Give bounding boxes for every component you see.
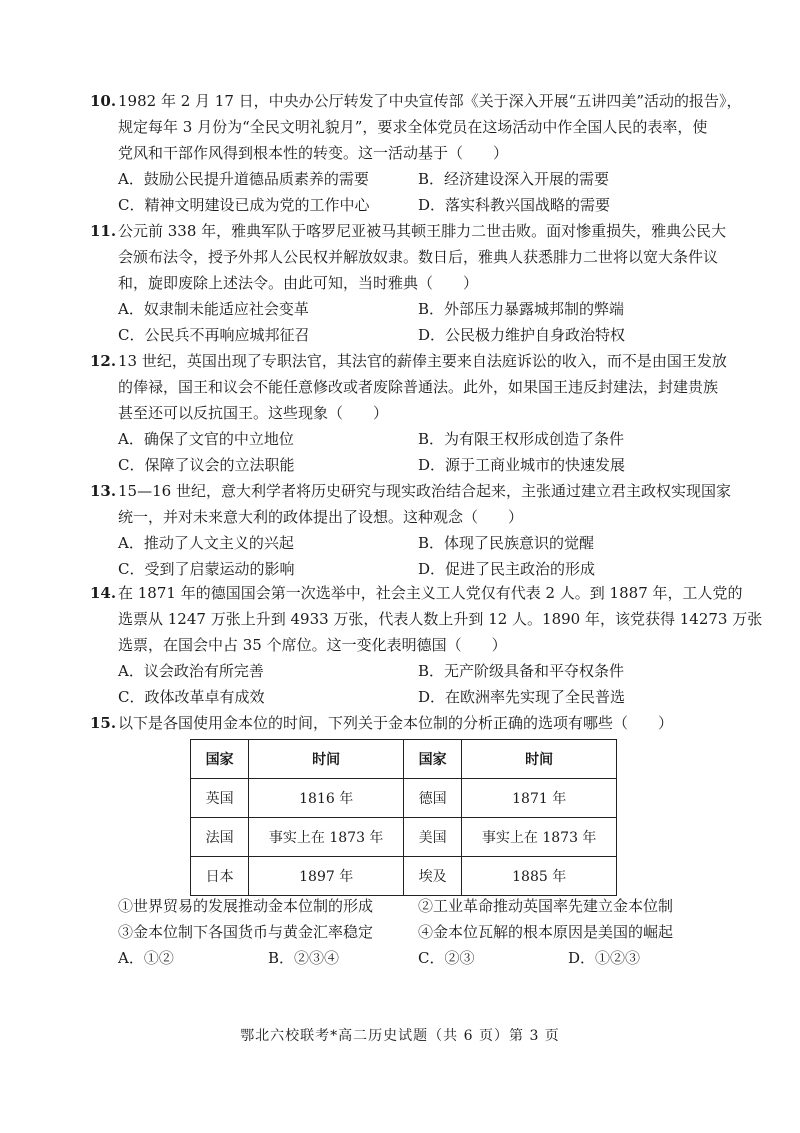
question-text: 1982 年 2 月 17 日，中央办公厅转发了中央宣传部《关于深入开展“五讲四美”活动的报告》， <box>118 92 742 110</box>
table-cell: 德国 <box>403 779 461 818</box>
option-b[interactable]: B．为有限王权形成创造了条件 <box>418 430 625 448</box>
table-cell: 埃及 <box>403 857 461 896</box>
option-a[interactable]: A．①② <box>118 949 174 967</box>
table-cell: 1897 年 <box>249 857 404 896</box>
question-text: 公元前 338 年，雅典军队于喀罗尼亚被马其顿王腓力二世击败。面对惨重损失，雅典公民大 <box>118 222 727 240</box>
question-text: 选票从 1247 万张上升到 4933 万张，代表人数上升到 12 人。1890 年，该党获得 14273 万张 <box>118 610 763 628</box>
question-number: 13. <box>90 482 117 500</box>
question-11 <box>90 218 730 348</box>
question-text: 甚至还可以反抗国王。这些现象（ ） <box>118 404 389 422</box>
question-13 <box>90 478 730 582</box>
page-footer: 鄂北六校联考*高二历史试题（共 6 页）第 3 页 <box>240 1028 560 1044</box>
question-number: 11. <box>90 222 117 240</box>
option-a[interactable]: A．奴隶制未能适应社会变革 <box>118 300 309 318</box>
question-text: 以下是各国使用金本位的时间，下列关于金本位制的分析正确的选项有哪些（ ） <box>118 714 674 732</box>
question-text: 选票，在国会中占 35 个席位。这一变化表明德国（ ） <box>118 636 507 654</box>
question-10 <box>90 88 742 218</box>
option-d[interactable]: D．在欧洲率先实现了全民普选 <box>418 688 626 706</box>
question-text: 和，旋即废除上述法令。由此可知，当时雅典（ ） <box>118 274 479 292</box>
option-d[interactable]: D．落实科教兴国战略的需要 <box>418 196 611 214</box>
table-header: 时间 <box>462 740 617 779</box>
table-header-row <box>191 740 617 779</box>
question-text: 13 世纪，英国出现了专职法官，其法官的薪俸主要来自法庭诉讼的收入，而不是由国王发放 <box>118 352 727 370</box>
table-cell: 法国 <box>191 818 249 857</box>
table-cell: 事实上在 1873 年 <box>462 818 617 857</box>
table-row <box>191 779 617 818</box>
table-cell: 1871 年 <box>462 779 617 818</box>
option-a[interactable]: A．确保了文官的中立地位 <box>118 430 294 448</box>
question-12 <box>90 348 730 478</box>
table-row <box>191 818 617 857</box>
option-a[interactable]: A．议会政治有所完善 <box>118 662 264 680</box>
option-b[interactable]: B．经济建设深入开展的需要 <box>418 170 610 188</box>
question-number: 14. <box>90 584 117 602</box>
option-c[interactable]: C．精神文明建设已成为党的工作中心 <box>118 196 370 214</box>
option-b[interactable]: B．体现了民族意识的觉醒 <box>418 534 595 552</box>
option-b[interactable]: B．外部压力暴露城邦制的弊端 <box>418 300 625 318</box>
statement-3: ③金本位制下各国货币与黄金汇率稳定 <box>118 923 374 941</box>
option-d[interactable]: D．源于工商业城市的快速发展 <box>418 456 626 474</box>
option-c[interactable]: C．政体改革卓有成效 <box>118 688 265 706</box>
option-c[interactable]: C．公民兵不再响应城邦征召 <box>118 326 310 344</box>
question-14 <box>90 580 763 710</box>
statement-2: ②工业革命推动英国率先建立金本位制 <box>418 897 674 915</box>
question-text: 15—16 世纪，意大利学者将历史研究与现实政治结合起来，主张通过建立君主政权实现国家 <box>118 482 731 500</box>
option-c[interactable]: C．受到了启蒙运动的影响 <box>118 560 295 578</box>
table-cell: 事实上在 1873 年 <box>249 818 404 857</box>
option-d[interactable]: D．公民极力维护自身政治特权 <box>418 326 626 344</box>
question-number: 12. <box>90 352 117 370</box>
option-d[interactable]: D．①②③ <box>568 949 641 967</box>
table-header: 国家 <box>191 740 249 779</box>
statement-1: ①世界贸易的发展推动金本位制的形成 <box>118 897 374 915</box>
table-header: 国家 <box>403 740 461 779</box>
question-text: 规定每年 3 月份为“全民文明礼貌月”，要求全体党员在这场活动中作全国人民的表率，使 <box>118 118 708 136</box>
option-c[interactable]: C．②③ <box>418 949 475 967</box>
option-a[interactable]: A．推动了人文主义的兴起 <box>118 534 294 552</box>
question-15-statements <box>90 893 730 971</box>
question-text: 在 1871 年的德国国会第一次选举中，社会主义工人党仅有代表 2 人。到 1887 年，工人党的 <box>118 584 743 602</box>
question-text: 统一，并对未来意大利的政体提出了设想。这种观念（ ） <box>118 508 524 526</box>
question-text: 会颁布法令，授予外邦人公民权并解放奴隶。数日后，雅典人获悉腓力二世将以宽大条件议 <box>118 248 719 266</box>
gold-standard-table <box>190 739 617 896</box>
option-d[interactable]: D．促进了民主政治的形成 <box>418 560 596 578</box>
statement-4: ④金本位瓦解的根本原因是美国的崛起 <box>418 923 674 941</box>
question-text: 的俸禄，国王和议会不能任意修改或者废除普通法。此外，如果国王违反封建法，封建贵族 <box>118 378 719 396</box>
option-a[interactable]: A．鼓励公民提升道德品质素养的需要 <box>118 170 369 188</box>
question-15 <box>90 710 730 736</box>
question-number: 10. <box>90 92 117 110</box>
table-cell: 1816 年 <box>249 779 404 818</box>
table-row <box>191 857 617 896</box>
option-b[interactable]: B．②③④ <box>268 949 340 967</box>
table-header: 时间 <box>249 740 404 779</box>
option-b[interactable]: B．无产阶级具备和平夺权条件 <box>418 662 625 680</box>
option-c[interactable]: C．保障了议会的立法职能 <box>118 456 295 474</box>
question-text: 党风和干部作风得到根本性的转变。这一活动基于（ ） <box>118 144 509 162</box>
table-cell: 1885 年 <box>462 857 617 896</box>
table-cell: 英国 <box>191 779 249 818</box>
question-number: 15. <box>90 714 117 732</box>
table-cell: 日本 <box>191 857 249 896</box>
table-cell: 美国 <box>403 818 461 857</box>
